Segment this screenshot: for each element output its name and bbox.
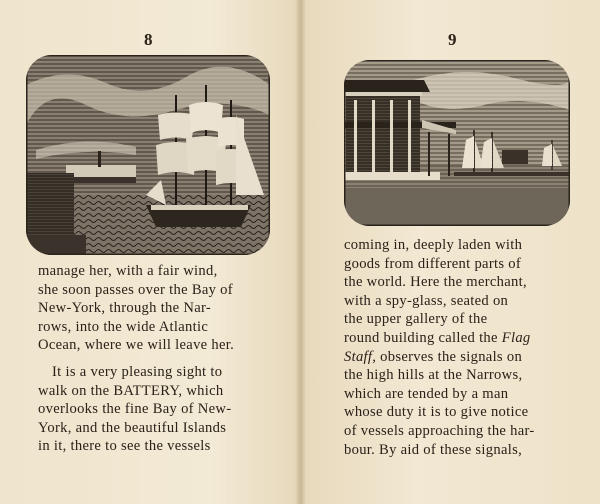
text-line: York, and the beautiful Islands: [38, 419, 227, 436]
text-line: [344, 348, 572, 367]
text-line: overlooks the fine Bay of New-: [38, 401, 232, 418]
text-line: goods from different parts of: [344, 255, 522, 272]
italic-text: Flag: [501, 329, 531, 346]
italic-text: Staff,: [344, 348, 377, 365]
left-page: [0, 0, 298, 504]
text-line: [344, 329, 572, 348]
text-line: with a spy-glass, seated on: [344, 292, 509, 309]
text-line: whose duty it is to give notice: [344, 404, 529, 421]
text-line: in it, there to see the vessels: [38, 438, 211, 455]
text-line: which are tended by a man: [344, 385, 509, 402]
text-line: she soon passes over the Bay of: [38, 281, 233, 298]
right-page: [304, 0, 600, 504]
right-page-text: [344, 236, 572, 459]
left-page-text: [38, 262, 266, 456]
text-line: coming in, deeply laden with: [344, 237, 523, 253]
right-page-number: 9: [448, 30, 457, 49]
text-line: It is a very pleasing sight to: [52, 363, 223, 380]
text-fragment: round building called the: [344, 329, 498, 346]
text-line: bour. By aid of these signals,: [344, 441, 523, 458]
text-fragment: observes the signals on: [380, 348, 523, 365]
text-line: the world. Here the merchant,: [344, 274, 527, 291]
left-page-number: 8: [144, 30, 153, 49]
flag-staff-woodcut-image: [344, 60, 570, 226]
text-line: Ocean, where we will leave her.: [38, 337, 235, 354]
text-line: of vessels approaching the har-: [344, 422, 535, 439]
ship-illustration: [26, 55, 270, 255]
text-line: walk on the BATTERY, which: [38, 382, 224, 399]
text-line: rows, into the wide Atlantic: [38, 318, 209, 335]
text-line: New-York, through the Nar-: [38, 300, 212, 317]
ship-woodcut-image: [26, 55, 270, 255]
text-line: the upper gallery of the: [344, 311, 488, 328]
text-line: the high hills at the Narrows,: [344, 367, 523, 384]
flag-staff-illustration: [344, 60, 570, 226]
text-line: manage her, with a fair wind,: [38, 263, 218, 279]
